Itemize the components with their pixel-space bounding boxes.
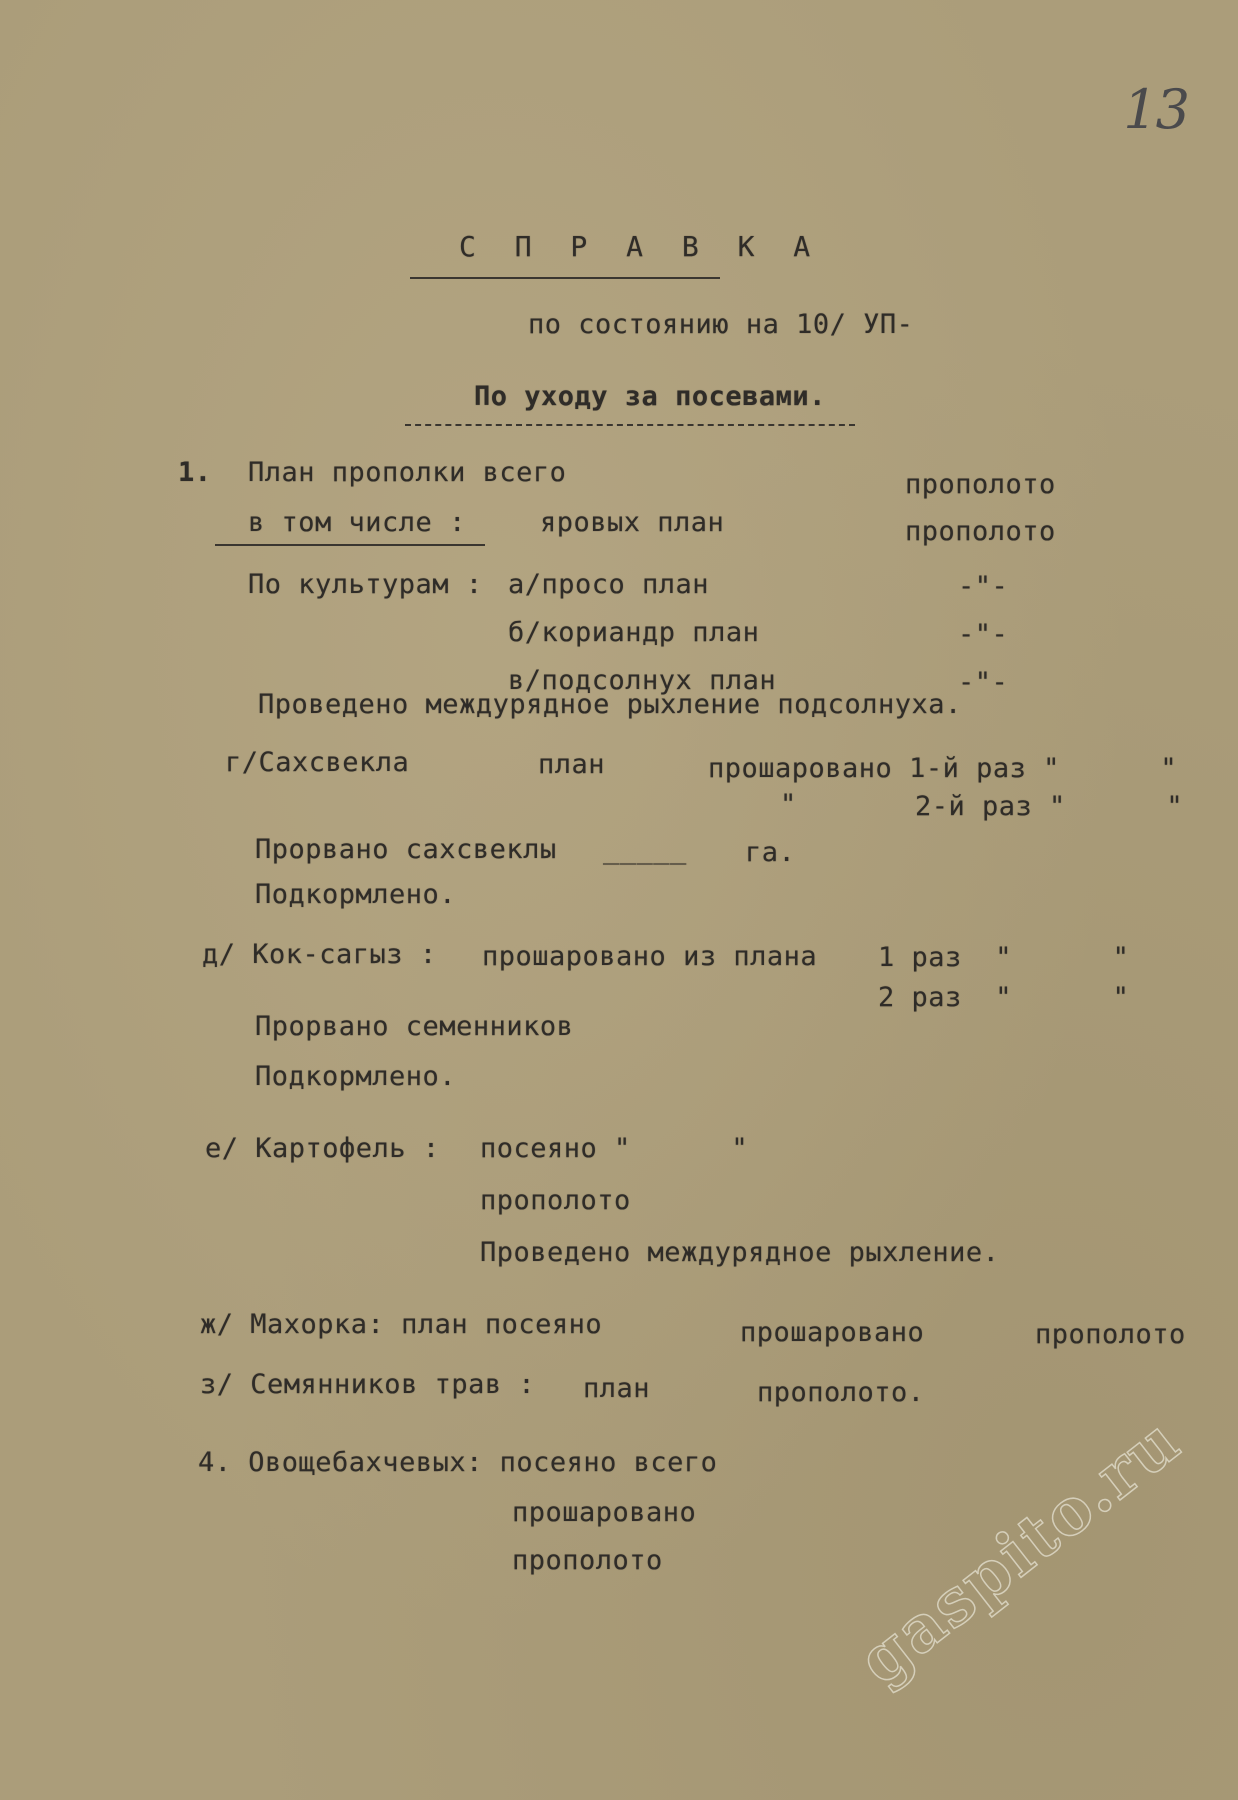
including-label: в том числе : <box>248 507 466 538</box>
makhorka-weeded: прополото <box>1035 1319 1186 1350</box>
document-subtitle: По уходу за посевами. <box>474 381 826 412</box>
sugar-beet-fed: Подкормлено. <box>255 879 457 910</box>
sugar-beet-hoed-second: 2-й раз " " <box>915 791 1184 822</box>
subtitle-underline <box>405 424 855 426</box>
sunflower-loosening: Проведено междурядное рыхление подсолнуха. <box>258 689 962 720</box>
sugar-beet-label: г/Сахсвекла <box>225 747 410 778</box>
sugar-beet-ditto: " <box>780 789 797 820</box>
spring-crops-plan: яровых план <box>540 507 725 538</box>
crop-v: в/подсолнух план <box>508 665 777 696</box>
makhorka-hoed: прошаровано <box>740 1317 925 1348</box>
including-underline <box>215 544 485 546</box>
kok-sagyz-first: 1 раз " " <box>878 942 1130 973</box>
potato-label: е/ Картофель : <box>205 1133 440 1164</box>
kok-sagyz-hoed: прошаровано из плана <box>482 941 818 972</box>
sugar-beet-plan: план <box>538 749 606 780</box>
crop-a: а/просо план <box>508 569 710 600</box>
crop-b-ditto: -"- <box>958 619 1009 650</box>
crop-a-ditto: -"- <box>958 571 1009 602</box>
kok-sagyz-fed: Подкормлено. <box>255 1061 457 1092</box>
vegetables-hoed: прошаровано <box>512 1497 697 1528</box>
by-crops-label: По культурам : <box>248 569 483 600</box>
crop-b: б/кориандр план <box>508 617 760 648</box>
grass-seed-plan: план <box>583 1373 651 1404</box>
date-line: по состоянию на 10/ УП- <box>528 309 914 340</box>
makhorka-label: ж/ Махорка: план посеяно <box>200 1309 603 1340</box>
crop-v-ditto: -"- <box>958 667 1009 698</box>
potato-sown: посеяно " " <box>480 1133 749 1164</box>
page-number: 13 <box>1123 78 1188 141</box>
watermark: gaspito.ru <box>845 1402 1195 1700</box>
potato-weeded: прополото <box>480 1185 631 1216</box>
kok-sagyz-label: д/ Кок-сагыз : <box>202 939 437 970</box>
weeding-plan-total: План прополки всего <box>248 457 567 488</box>
spring-crops-result: прополото <box>905 516 1056 547</box>
item-1-number: 1. <box>178 457 212 488</box>
potato-loosening: Проведено междурядное рыхление. <box>480 1237 1000 1268</box>
kok-sagyz-second: 2 раз " " <box>878 982 1130 1013</box>
kok-sagyz-thinned: Прорвано семенников <box>255 1011 574 1042</box>
grass-seed-weeded: прополото. <box>757 1377 925 1408</box>
sugar-beet-blank: _____ <box>603 834 687 865</box>
sugar-beet-thinned: Прорвано сахсвеклы <box>255 834 557 865</box>
grass-seed-label: з/ Семянников трав : <box>200 1369 536 1400</box>
weeding-plan-result: прополото <box>905 469 1056 500</box>
title-underline <box>410 277 720 279</box>
sugar-beet-unit: га. <box>745 837 796 868</box>
vegetables-label: 4. Овощебахчевых: посеяно всего <box>198 1447 718 1478</box>
sugar-beet-hoed-first: прошаровано 1-й раз " " <box>708 753 1178 784</box>
document-title: С П Р А В К А <box>459 230 822 263</box>
vegetables-weeded: прополото <box>512 1545 663 1576</box>
